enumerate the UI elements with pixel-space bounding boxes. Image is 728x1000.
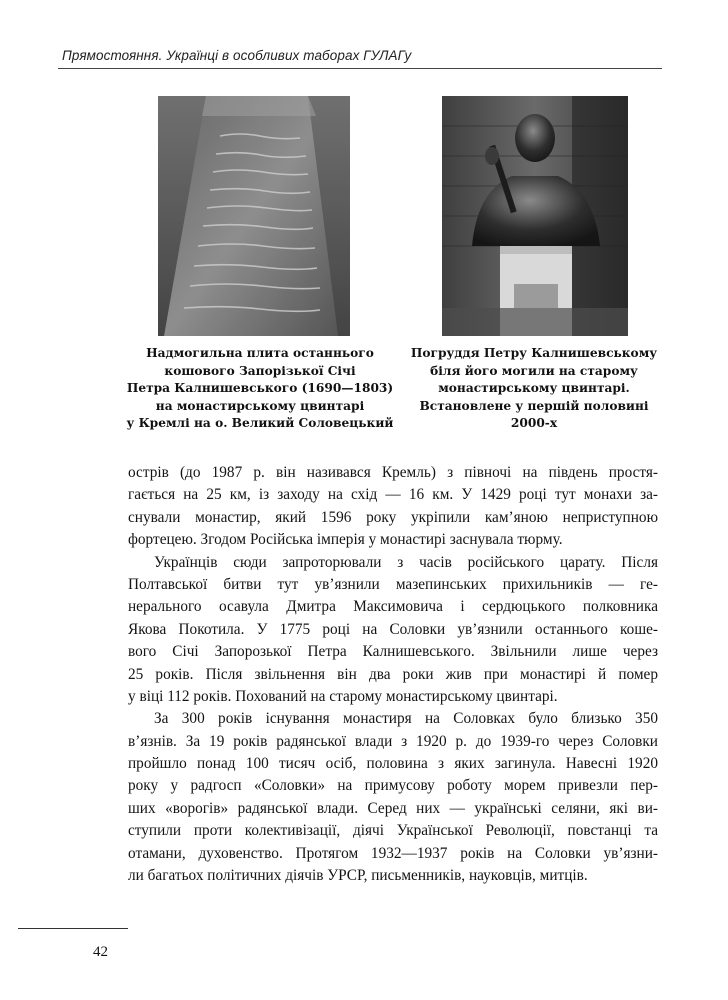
body-line: гається на 25 км, із заходу на схід — 16 км. У 1429 році тут монахи за- [128,486,658,504]
body-line: снували монастир, який 1596 року укріпили кам’яною неприступною [128,508,658,526]
caption-line: біля його могили на старому [430,363,638,378]
body-line: вого Січі Запорозької Петра Калнишевського. Звільнили лише через [128,643,658,661]
bust-photo [442,96,628,336]
body-line: За 300 років існування монастиря на Соловках було близько 350 [154,710,658,728]
caption-line: Встановлене у першій половині [419,398,649,413]
caption-line: на монастирському цвинтарі [155,398,365,413]
caption-line: 2000-х [510,416,558,430]
footer-rule [18,928,128,929]
caption-line: монастирському цвинтарі. [438,381,630,395]
body-line: отамани, духовенство. Протягом 1932—1937 років на Соловки ув’язни- [128,844,658,862]
body-line: нерального осавула Дмитра Максимовича і сердюцького полковника [128,598,658,616]
body-line: в’язнів. За 19 років радянської влади з 1920 р. до 1939-го через Соловки [128,732,658,750]
body-line: року у радгосп «Соловки» на примусову роботу морем привезли пер- [128,777,658,795]
tombstone-image [158,96,350,336]
bust-image [442,96,628,336]
body-line: Полтавської битви тут ув’язнили мазепинських прихильників — ге- [128,575,658,593]
body-line: пройшло понад 100 тисяч осіб, половина з яких загинула. Навесні 1920 [128,755,658,773]
caption-line: Погруддя Петру Калнишевському [410,346,658,360]
page-number: 42 [93,944,108,960]
body-line: у віці 112 років. Похований на старому монастирському цвинтарі. [128,687,558,705]
body-text [128,462,658,887]
body-line: острів (до 1987 р. він називався Кремль) з півночі на південь простя- [128,464,658,481]
body-line: 25 років. Після звільнення він два роки жив при монастирі й помер [128,665,658,683]
caption-line: кошового Запорізької Січі [164,363,356,378]
body-line: ли багатьох політичних діячів УРСР, письменників, науковців, митців. [128,867,588,885]
bust-caption [400,345,668,433]
body-line: Якова Покотила. У 1775 році на Соловки ув’язнили останнього коше- [128,620,658,638]
running-header: Прямостояння. Українці в особливих таборах ГУЛАГу [62,48,412,63]
body-line: ступили проти колективізації, діячі Української Революції, повстанці та [128,822,658,840]
header-rule [58,68,662,69]
caption-line: у Кремлі на о. Великий Соловецький [126,416,394,430]
caption-line: Петра Калнишевського (1690—1803) [126,381,394,395]
body-line: ших «ворогів» радянської влади. Серед них — українські селяни, які ви- [128,799,658,817]
body-line: Українців сюди запроторювали з часів російського царату. Після [154,553,658,571]
tombstone-photo [158,96,350,336]
body-line: фортецею. Згодом Російська імперія у монастирі заснувала тюрму. [128,531,563,549]
tombstone-caption [118,345,402,433]
caption-line: Надмогильна плита останнього [146,346,374,360]
